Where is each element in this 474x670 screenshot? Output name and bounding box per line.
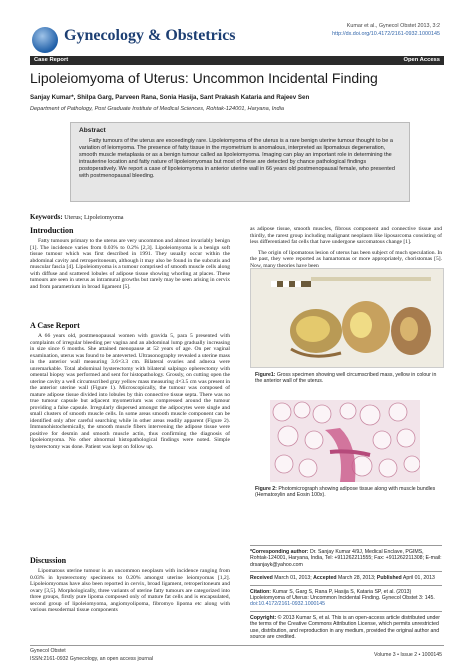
band-open-access: Open Access bbox=[403, 57, 440, 63]
header-citation bbox=[300, 23, 440, 38]
figure-2-image bbox=[270, 400, 420, 482]
case-section bbox=[30, 333, 230, 454]
figure-1-caption bbox=[255, 372, 437, 385]
continued-text: as adipose tissue, smooth muscles, fibrous component and connective tissue and thirdly, the rarest group including malignant neoplasm like liposarcoma consisting of less differentiated fat cells that have undergone sarcomatous change [1]. bbox=[250, 226, 442, 245]
footer-journal: Gynecol Obstet bbox=[30, 648, 66, 654]
discussion-section bbox=[30, 568, 230, 618]
footer-issn: ISSN:2161-0932 Gynecology, an open access journal bbox=[30, 656, 154, 662]
keywords-value: Uterus; Lipoleiomyoma bbox=[64, 214, 124, 221]
intro-section bbox=[30, 238, 230, 294]
figure-1-image bbox=[250, 268, 444, 368]
abstract-text: Fatty tumours of the uterus are exceedingly rare. Lipoleiomyoma of the uterus is a rare benign uterine tumour thought to be a variation of leiomyoma. The presence of fatty tissue in the myometrium is anomalous, interpreted as lipomatous degeneration, smooth muscle metaplasia or as a benign tumour called as lipoleiomyoma. Imaging can play an important role in determining the intrauterine location and fatty nature of lipoleiomyomas but most of these are detected by chance pathological findings postoperatively. We report a case of lipoleiomyoma in anterior uterine wall in 66 years old postmenopausal female, who presented with postmenopausal bleeding. bbox=[79, 138, 395, 179]
footer-volume: Volume 3 • Issue 2 • 1000145 bbox=[374, 652, 442, 658]
article-title: Lipoleiomyoma of Uterus: Uncommon Incidental Finding bbox=[30, 70, 378, 86]
journal-logo-icon bbox=[32, 27, 58, 53]
abstract-box bbox=[70, 122, 410, 202]
figure-2-caption bbox=[255, 486, 437, 499]
footer-rule bbox=[30, 645, 444, 646]
doi-link[interactable]: http://dx.doi.org/10.4172/2161-0932.1000145 bbox=[332, 30, 440, 37]
band-case-report: Case Report bbox=[34, 57, 69, 63]
author-list: Sanjay Kumar*, Shilpa Garg, Parveen Rana, Sonia Hasija, Sant Prakash Kataria and Rajeev Sen bbox=[30, 94, 310, 101]
figure-2-caption-text: Photomicrograph showing adipose tissue along with muscle bundles (Hematoxylin and Eosin 100x). bbox=[255, 486, 436, 499]
copyright-block: Copyright: © 2013 Kumar S, et al. This is an open-access article distributed under the terms of the Creative Commons Attribution License, which permits unrestricted use, distribution, and reproduction in any medium, provided the original author and source are credited. bbox=[250, 614, 440, 641]
article-type-band bbox=[30, 56, 444, 65]
right-column-text bbox=[250, 226, 442, 273]
figure-2-label: Figure 2: bbox=[255, 486, 277, 492]
citation-line: Kumar et al., Gynecol Obstet 2013, 3:2 bbox=[346, 23, 440, 29]
citation-doi-link[interactable]: doi:10.4172/2161-0932.1000145 bbox=[250, 601, 326, 608]
corresponding-author: *Corresponding author: Dr. Sanjay Kumar 4/9J, Medical Enclave, PGIMS, Rohtak-124001, Haryana, India, Tel: +911262211555; Fax: +911262211308; E-mail: drsanjayk@yahoo.com bbox=[250, 549, 442, 568]
figure-1-label: Figure1: bbox=[255, 372, 276, 378]
intro-text: Fatty tumours primary to the uterus are very uncommon and almost invariably benign [1]. The incidence varies from 0.03% to 0.2% [2,3]. Lipoleiomyoma is a benign soft tissue tumour which was first described in 1991. They usually occur within the abdominal cavity and retroperitoneum, although it may also be found in the subcutis and muscular fascia [4]. Lipoleiomyoma is a tumour comprised of smooth muscle cells along with diffuse and scattered lobules of adipose tissue showing whorling at places. These tumours are seen in uterus as intramural growths but rarely may be seen arising in cervix and from parametrium in broad ligament [5]. bbox=[30, 238, 231, 290]
journal-name: Gynecology & Obstetrics bbox=[64, 27, 236, 44]
intro-heading: Introduction bbox=[30, 226, 74, 235]
figure-1-caption-text: Gross specimen showing well circumscribed mass, yellow in colour in the anterior wall of the uterus. bbox=[255, 372, 437, 385]
discussion-text: Lipomatous uterine tumour is an uncommon neoplasm with incidence ranging from 0.03% in hysterectomy specimens to 0.20% amongst uterine leiomyomas [1,2]. Lipoleiomyomas have also been reported in cervix, broad ligament, retroperitoneum and ovary [3,5]. Morphologically, three variants of uterine fatty tumours are categorized into three groups, firstly pure lipoma composed only of mature fat cells and is encapsulated, second group of lipoleiomyoma, angiomyolipoma, fibromyo lipoma etc along with various mesodermal tissue components bbox=[30, 568, 230, 613]
discussion-heading: Discussion bbox=[30, 556, 67, 565]
keywords-label: Keywords: bbox=[30, 213, 63, 221]
origin-text: The origin of lipomatous lesion of uterus has been subject of much speculation. In the past, they were reported as hamartomas or more appropriately, choristomas [5]. Now, many theories have been bbox=[250, 249, 442, 269]
keywords bbox=[30, 213, 124, 221]
dates-line: Received March 01, 2013; Accepted March 28, 2013; Published April 01, 2013 bbox=[250, 575, 435, 582]
case-heading: A Case Report bbox=[30, 321, 80, 330]
article-metadata bbox=[250, 542, 442, 640]
photomicrograph-illustration bbox=[270, 400, 420, 482]
citation-block: Citation: Kumar S, Garg S, Rana P, Hasija S, Kataria SP, et al. (2013) Lipoleiomyoma of Uterus: Uncommon Incidental Finding. Gynecol Obstet 3: 145. doi:10.4172/2161-0932.1000145 bbox=[250, 588, 435, 608]
case-text: A 66 years old, postmenopausal women with gravida 5, para 5 presented with complaints of irregular bleeding per vagina and an abdominal lump gradually increasing in size since 6 months. She attained menopause at 52 years of age. On per vaginal examination, uterus was found to be anteverted. Ultrasonography revealed a uterine mass in the anterior wall measuring 3.6×3.3 cm. Bilateral ovaries and adnexa were unremarkable. Total abdominal hysterectomy with bilateral salpingo opherectomy with omental biopsy was performed and sent for histopathology. Grossly, on cutting open the uterine cavity a well circumscribed gray yellow mass measuring 4×3.5 cm was present in the anterior uterine wall (Figure 1). Microscopically, the tumour was composed of mature adipose tissue divided into lobules by thin connective tissue septa. There was no true tumour capsule but adjacent myometrium was compressed around the tumour providing a false capsule. Irregularly dispersed amongst the adipocytes were single and small clusters of smooth muscle cells. In some areas smooth muscle component can be identified only after careful searching while in other areas readily apparent (Figure 2). Immunohistochemically, the smooth muscle fibers intervening the adipose tissue were positive for desmin and smooth muscle actin, thus confirming the diagnosis of lipoleiomyoma. No other abnormal histopathological findings were noted. Simple hysterectomy was done. Patient was kept on follow up. bbox=[30, 333, 230, 450]
affiliation: Department of Pathology, Post Graduate Institute of Medical Sciences, Rohtak-124001, Haryana, India bbox=[30, 106, 284, 112]
abstract-heading: Abstract bbox=[79, 127, 106, 134]
gross-specimen-illustration bbox=[251, 269, 443, 367]
